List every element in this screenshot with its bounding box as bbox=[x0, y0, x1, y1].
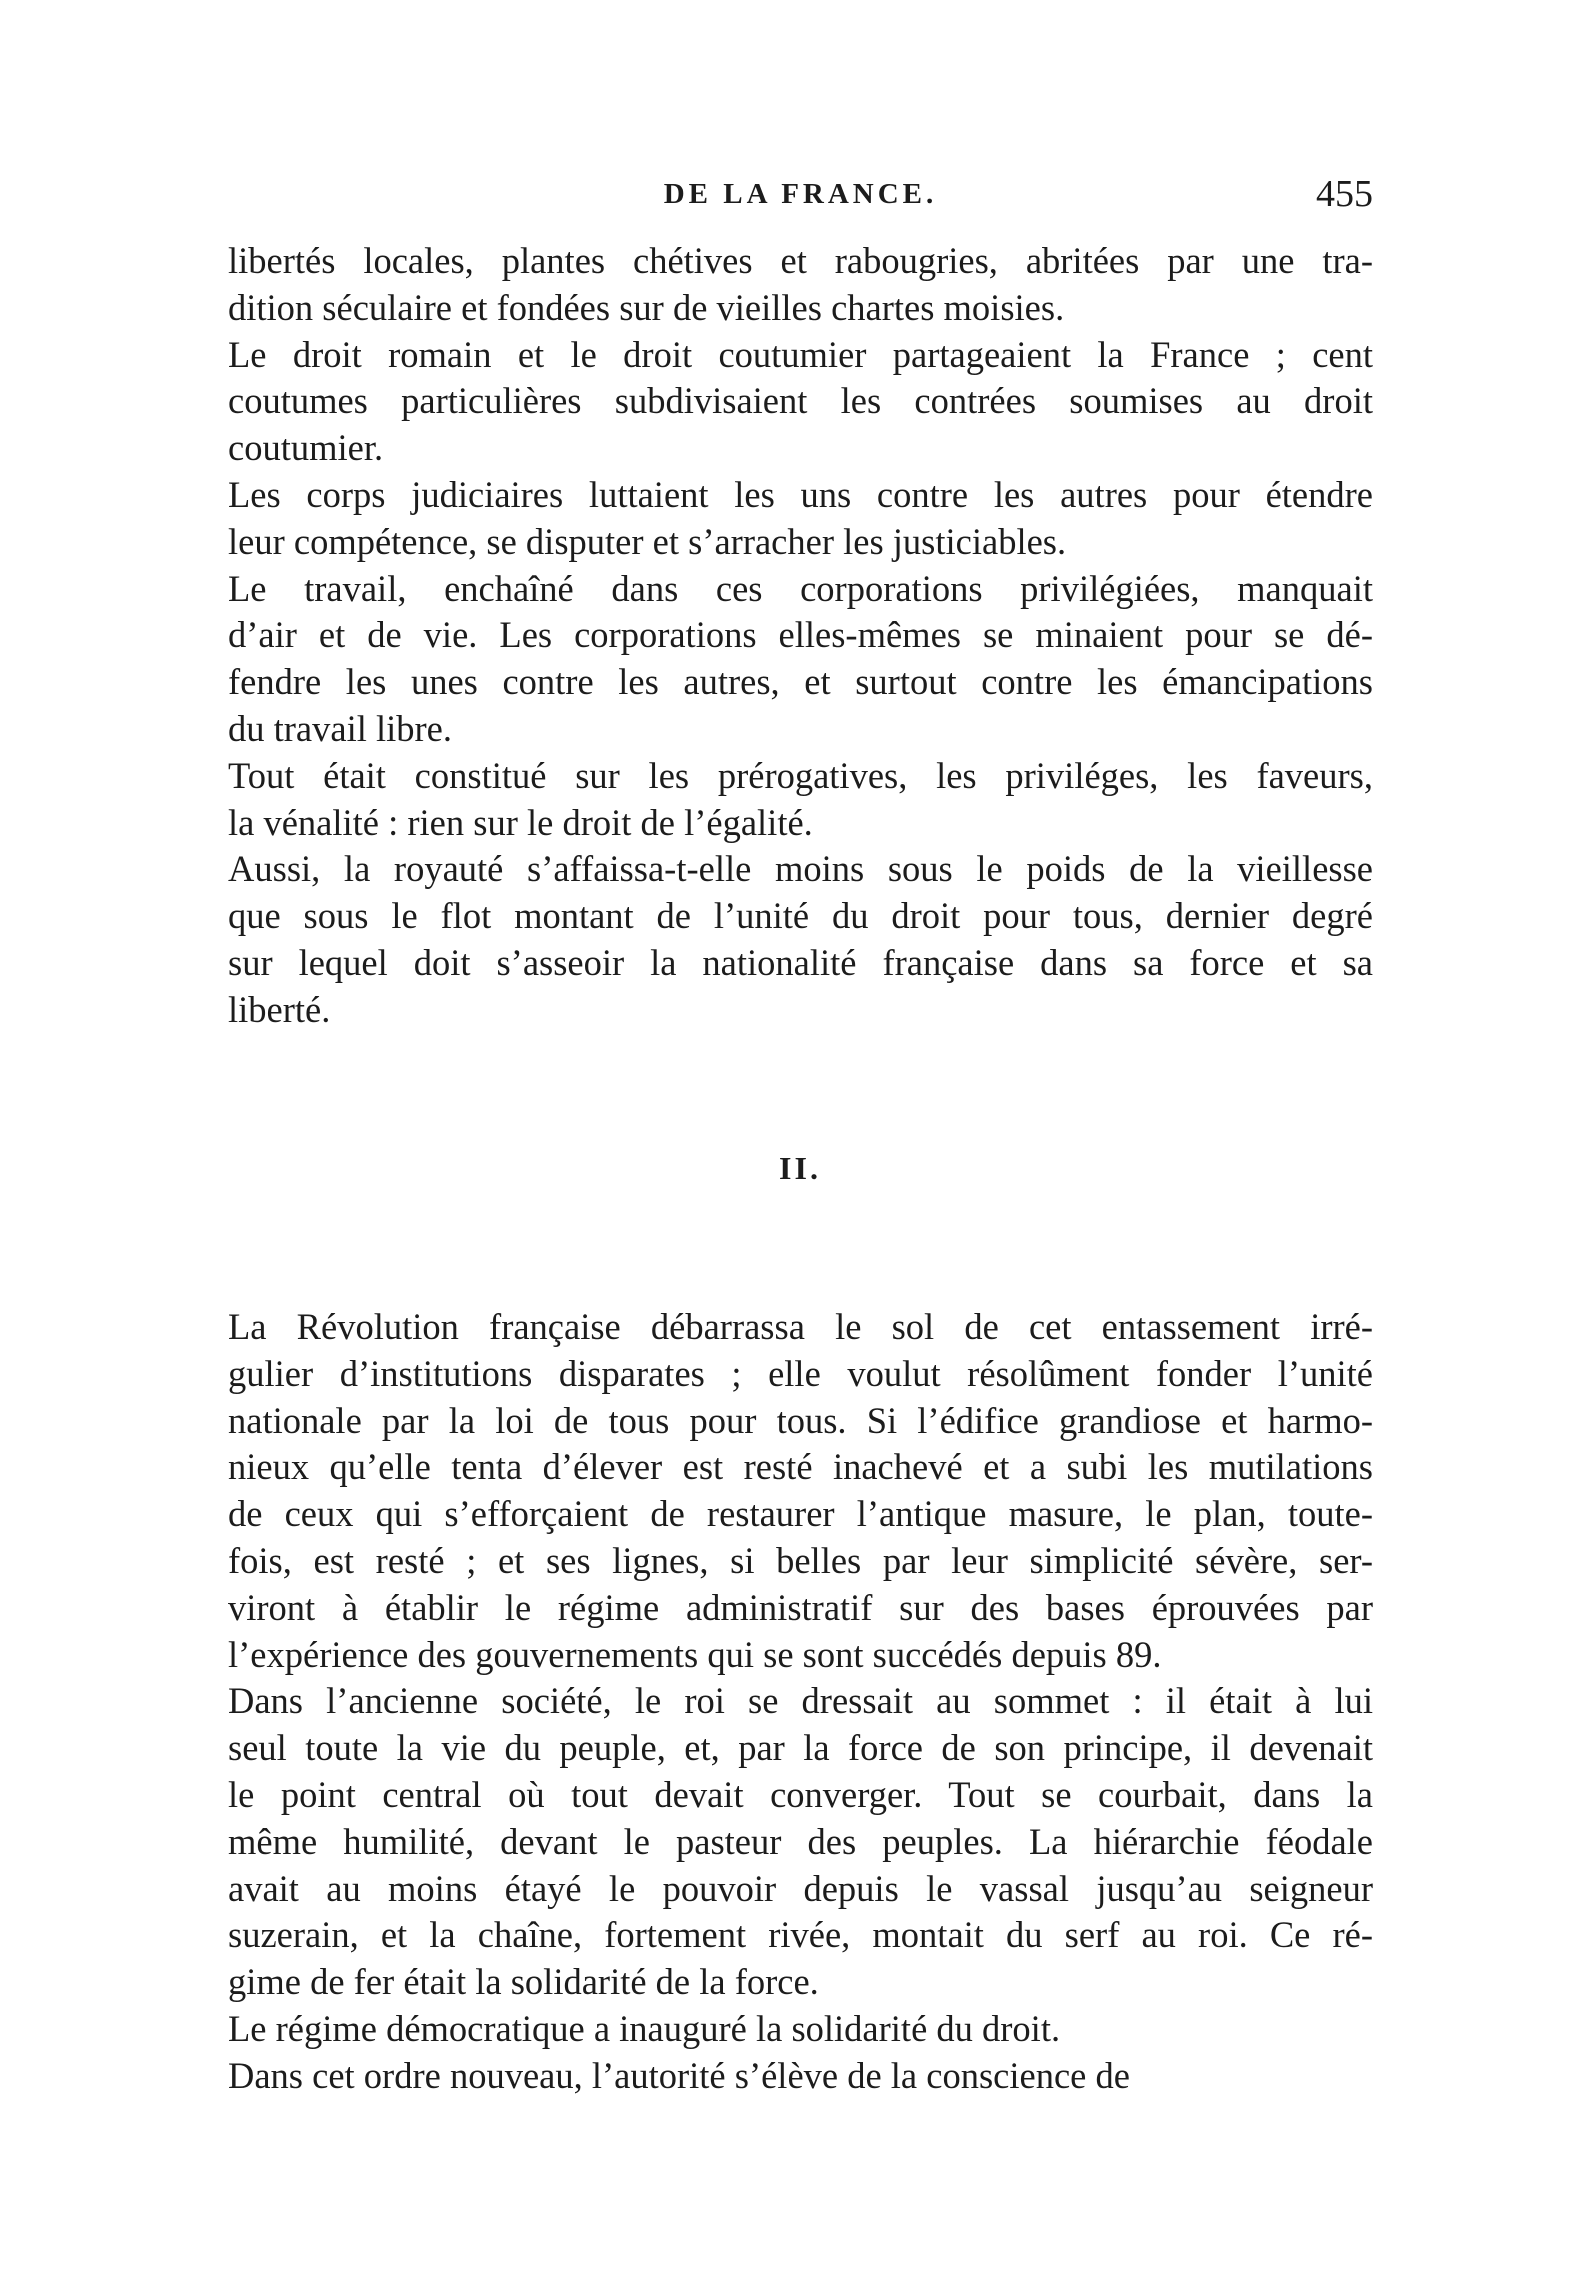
text-line: Dans l’ancienne société, le roi se dressait au sommet : il était à lui bbox=[228, 1680, 1373, 1722]
paragraph bbox=[228, 2006, 1373, 2053]
text-line: de ceux qui s’efforçaient de restaurer l’antique masure, le plan, toute- bbox=[228, 1493, 1373, 1535]
text-line: sur lequel doit s’asseoir la nationalité française dans sa force et sa bbox=[228, 941, 1373, 983]
text-line: fois, est resté ; et ses lignes, si belles par leur simplicité sévère, ser- bbox=[228, 1539, 1373, 1581]
text-line: du travail libre. bbox=[228, 707, 452, 749]
text-line: fendre les unes contre les autres, et surtout contre les émancipations bbox=[228, 661, 1373, 703]
text-line: Les corps judiciaires luttaient les uns contre les autres pour étendre bbox=[228, 473, 1373, 515]
text-line: coutumes particulières subdivisaient les contrées soumises au droit bbox=[228, 380, 1373, 422]
text-line: seul toute la vie du peuple, et, par la force de son principe, il devenait bbox=[228, 1727, 1373, 1769]
paragraph bbox=[228, 1304, 1373, 1678]
page-number: 455 bbox=[1316, 173, 1373, 215]
text-line: viront à établir le régime administratif sur des bases éprouvées par bbox=[228, 1586, 1373, 1628]
running-title: DE LA FRANCE. bbox=[663, 178, 938, 210]
paragraph bbox=[228, 238, 1373, 332]
text-line: gulier d’institutions disparates ; elle voulut résolûment fonder l’unité bbox=[228, 1352, 1373, 1394]
text-line: avait au moins étayé le pouvoir depuis le vassal jusqu’au seigneur bbox=[228, 1867, 1373, 1909]
running-head bbox=[228, 173, 1373, 228]
text-line: Dans cet ordre nouveau, l’autorité s’élève de la conscience de bbox=[228, 2054, 1130, 2096]
text-line: nieux qu’elle tenta d’élever est resté inachevé et a subi les mutilations bbox=[228, 1446, 1373, 1488]
paragraph bbox=[228, 2053, 1373, 2100]
text-line: d’air et de vie. Les corporations elles-mêmes se minaient pour se dé- bbox=[228, 614, 1373, 656]
text-line: La Révolution française débarrassa le sol de cet entassement irré- bbox=[228, 1306, 1373, 1347]
text-line: nationale par la loi de tous pour tous. Si l’édifice grandiose et harmo- bbox=[228, 1399, 1373, 1441]
paragraph bbox=[228, 753, 1373, 847]
text-line: Le régime démocratique a inauguré la solidarité du droit. bbox=[228, 2007, 1061, 2049]
section-heading: II. bbox=[779, 1150, 821, 1186]
paragraph bbox=[228, 566, 1373, 753]
text-block-section-two bbox=[228, 1304, 1373, 2100]
paragraph bbox=[228, 472, 1373, 566]
text-line: Aussi, la royauté s’affaissa-t-elle moins sous le poids de la vieillesse bbox=[228, 848, 1373, 890]
text-line: Tout était constitué sur les prérogatives, les priviléges, les faveurs, bbox=[228, 754, 1373, 796]
paragraph bbox=[228, 1678, 1373, 2006]
text-line: liberté. bbox=[228, 988, 331, 1030]
text-line: libertés locales, plantes chétives et rabougries, abritées par une tra- bbox=[228, 240, 1373, 281]
text-line: leur compétence, se disputer et s’arracher les justiciables. bbox=[228, 520, 1067, 562]
text-line: la vénalité : rien sur le droit de l’égalité. bbox=[228, 801, 813, 843]
text-line: le point central où tout devait converger. Tout se courbait, dans la bbox=[228, 1773, 1373, 1815]
paragraph bbox=[228, 846, 1373, 1033]
text-line: même humilité, devant le pasteur des peuples. La hiérarchie féodale bbox=[228, 1820, 1373, 1862]
text-line: gime de fer était la solidarité de la force. bbox=[228, 1961, 819, 2003]
text-block-before-section bbox=[228, 238, 1373, 1034]
paragraph bbox=[228, 332, 1373, 472]
text-line: que sous le flot montant de l’unité du droit pour tous, dernier degré bbox=[228, 895, 1373, 937]
text-line: coutumier. bbox=[228, 427, 384, 469]
text-line: Le droit romain et le droit coutumier partageaient la France ; cent bbox=[228, 333, 1373, 375]
text-line: l’expérience des gouvernements qui se sont succédés depuis 89. bbox=[228, 1633, 1162, 1675]
text-line: dition séculaire et fondées sur de vieilles chartes moisies. bbox=[228, 286, 1065, 328]
text-line: Le travail, enchaîné dans ces corporations privilégiées, manquait bbox=[228, 567, 1373, 609]
text-line: suzerain, et la chaîne, fortement rivée, montait du serf au roi. Ce ré- bbox=[228, 1914, 1373, 1956]
